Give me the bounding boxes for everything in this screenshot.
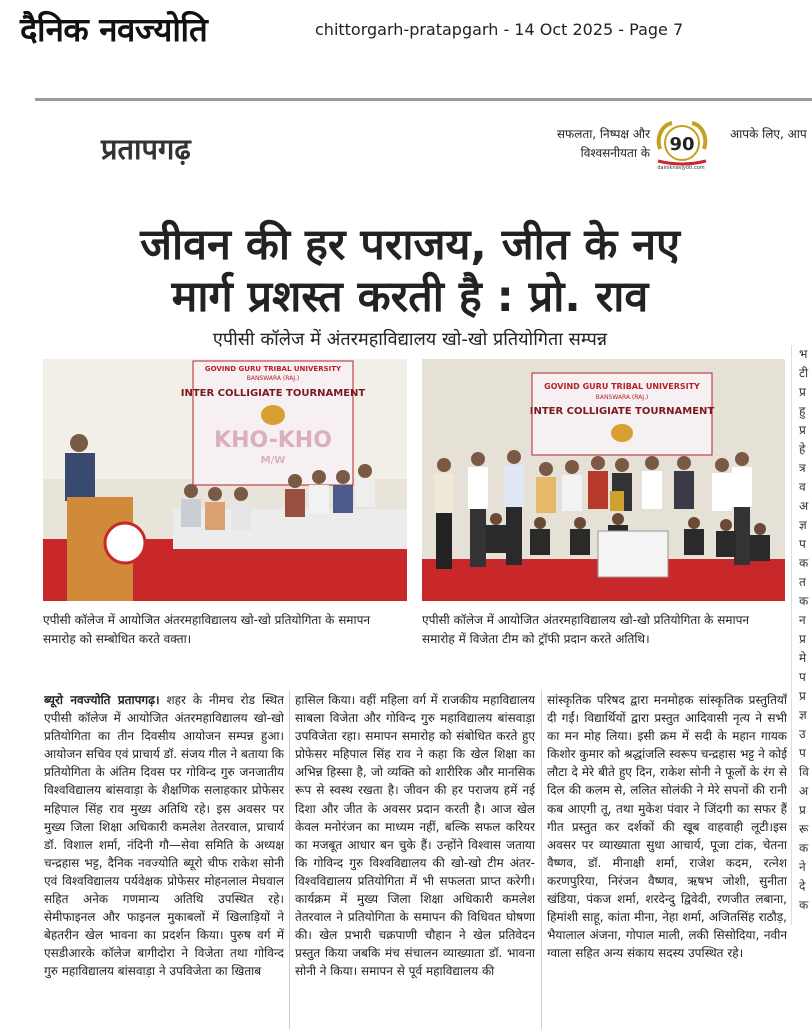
neighbor-fragment: क [799,898,809,912]
anniversary-promo [540,115,812,179]
edition-line: chittorgarh-pratapgarh - 14 Oct 2025 - Page 7 [315,20,684,39]
prize-cheque [598,531,668,577]
newspaper-logo: दैनिक नवज्योति [20,10,208,49]
event-banner [530,373,715,455]
headline-line-2: मार्ग प्रशस्त करती है : प्रो. राव [171,272,649,322]
neighbor-fragment: प्र [799,803,806,817]
banner-event: INTER COLLIGIATE TOURNAMENT [529,406,715,417]
photo-caption-1: एपीसी कॉलेज में आयोजित अंतरमहाविद्यालय खो-खो प्रतियोगिता के समापन समारोह को सम्बोधित करते वक्ता। [43,613,371,646]
badge-site-text: dainiknavjyoti.com [657,165,705,171]
photo-winning-team [422,359,785,601]
headline-line-1: जीवन की हर पराजय, जीत के नए [140,220,680,270]
neighbor-fragment: न [799,613,806,627]
column-1-text: शहर के नीमच रोड स्थित एपीसी कॉलेज में आयोजित अंतरमहाविद्यालय खो-खो प्रतियोगिता का तीन दिवसीय आयोजन सम्पन्न हुआ। आयोजन सचिव एवं प्राचार्य डॉ. संजय गील ने बताया कि प्रतियोगिता के अंतिम दिवस पर गोविन्द गुरु जनजातीय विश्वविद्यालय बांसवाड़ा के शैक्षणिक सलाहकार प्रोफेसर महिपाल सिंह राव मुख्य अतिथि रहे। इस अवसर पर मुख्य जिला शिक्षा अधिकारी कमलेश तेतरवाल, प्राचार्य डॉ. विशाल शर्मा, नंदिनी गौ—सेवा समिति के अध्यक्ष चन्द्रहास भट्ट, दैनिक नवज्योति ब्यूरो चीफ राकेश सोनी एवं विश्वविद्यालय पर्यवेक्षक प्रोफेसर मोहनलाल मेघवाल सहित अनेक गणमान्य अतिथि उपस्थित रहे। सेमीफाइनल और फाइनल मुकाबलों में खिलाड़ियों ने बेहतरीन खेल भावना का प्रदर्शन किया। पुरुष वर्ग में एसडीआरके कॉलेज बागीदोरा ने विजेता तथा गोविन्द गुरु महाविद्यालय बांसवाड़ा ने उपविजेता का खिताब [44,693,284,979]
banner-kho-kho: KHO-KHO [214,428,332,453]
masthead-bar [0,0,812,70]
anniversary-badge-icon [654,119,710,177]
neighbor-fragment: प [799,537,806,551]
section-band [35,103,812,183]
trophy-icon [610,491,624,511]
neighbor-fragment: क [799,556,809,570]
article-headline [35,219,785,323]
article-column-2: हासिल किया। वहीं महिला वर्ग में राजकीय महाविद्यालय साबला विजेता और गोविन्द गुरु महाविद्यालय बांसवाड़ा उपविजेता रहा। समापन समारोह को संबोधित करते हुए प्रोफेसर महिपाल सिंह राव ने कहा कि खेल शिक्षा का अभिन्न हिस्सा है, जो व्यक्ति को शारीरिक और मानसिक रूप से स्वस्थ रखता है। जीवन की हर पराजय हमें नई दिशा और जीत के अवसर प्रदान करती है। आज खेल केवल मनोरंजन का माध्यम नहीं, बल्कि सफल करियर का मजबूत आधार बन चुके हैं। उन्होंने विश्वास जताया कि गोविन्द गुरु विश्वविद्यालय की खो-खो टीम अंतर-विश्वविद्यालय प्रतियोगिता में भी सफलता प्राप्त करेगी। कार्यक्रम में मुख्य जिला शिक्षा अधिकारी कमलेश तेतरवाल ने प्रतियोगिता के समापन की विधिवत घोषणा की। खेल प्रभारी चक्रपाणी चौहान ने खेल प्रतिवेदन प्रस्तुत किया जबकि मंच संचालन व्याख्याता डॉ. भावना सोनी ने किया। समापन से पूर्व महाविद्यालय की [295,693,535,979]
neighbor-fragment: उ [799,727,806,741]
neighbor-fragment: मे [799,651,807,665]
article-column-1 [44,691,284,1031]
neighbor-fragment: हे [799,442,806,456]
neighbor-fragment: ज्ञ [799,518,807,532]
neighbor-fragment: वि [799,765,809,779]
newspaper-page [35,98,812,1033]
banner-city: BANSWARA (RAJ.) [595,394,649,401]
neighbor-fragment: भ [799,347,808,361]
badge-number: 90 [669,134,695,155]
column-divider [289,691,290,1029]
neighbor-fragment: रू [799,822,809,836]
banner-university: GOVIND GURU TRIBAL UNIVERSITY [544,382,700,391]
neighbor-fragment: त्र [799,461,806,475]
banner-event: INTER COLLIGIATE TOURNAMENT [180,388,366,399]
neighbor-fragment: प्र [799,385,806,399]
neighbor-fragment: क [799,594,809,608]
neighbor-fragment: हु [799,404,806,418]
photo-caption-2: एपीसी कॉलेज में आयोजित अंतरमहाविद्यालय खो-खो प्रतियोगिता के समापन समारोह में विजेता टीम को ट्रॉफी प्रदान करते अतिथि। [422,613,750,646]
neighbor-fragment: अ [799,784,809,798]
promo-line-2: विश्वसनीयता के [580,146,650,160]
neighbor-fragment: दे [799,879,806,893]
event-banner [181,361,366,485]
neighbor-fragment: क [799,841,809,855]
neighbor-fragment: प [799,746,806,760]
article-subheadline: एपीसी कॉलेज में अंतरमहाविद्यालय खो-खो प्रतियोगिता सम्पन्न [212,329,608,350]
lion-logo-icon [261,405,285,425]
neighbor-fragment: प्र [799,423,806,437]
article-column-3: सांस्कृतिक परिषद द्वारा मनमोहक सांस्कृतिक प्रस्तुतियाँ दी गईं। विद्यार्थियों द्वारा प्रस्तुत आदिवासी नृत्य ने सभी का मन मोह लिया। इसी क्रम में सदी के महान गायक किशोर कुमार को श्रद्धांजलि स्वरूप चन्द्रहास भट्ट ने कोई लौटा दे मेरे बीते हुए दिन, राकेश सोनी ने फूलों के रंग से दिल की कलम से, ललित सोलंकी ने मेरे सपनों की रानी कब आएगी तू, तथा मुकेश पंवार ने जिंदगी का सफर हैं गीत प्रस्तुत कर दर्शकों की खूब वाहवाही लूटी।इस अवसर पर व्याख्याता सुधा आचार्य, पूजा टांक, चेतना वैष्णव, डॉ. मीनाक्षी शर्मा, राजेश कदम, रत्नेश करणपुरिया, निरंजन वैष्णव, ऋषभ जोशी, सुनीता खंडिया, पंकज शर्मा, शरदेन्दु द्विवेदी, रणजीत लबाना, हिमांशी साहू, कांता मीना, नेहा शर्मा, अजितसिंह राठौड़, भैयालाल अंजना, गोपाल माली, लकी सिसोदिया, नवीन ग्वाला सहित अन्य संकाय सदस्य उपस्थित रहे। [547,693,787,961]
section-title: प्रतापगढ़ [101,132,191,166]
column-divider [541,691,542,1029]
promo-text [540,125,650,163]
neighbor-fragment: अ [799,499,809,513]
dateline: ब्यूरो नवज्योति प्रतापगढ़। [44,693,160,707]
neighbor-article-fragment [799,345,812,945]
lion-logo-icon [611,424,633,442]
photo-speaker-at-podium [43,359,407,601]
neighbor-fragment: प्र [799,689,806,703]
neighbor-fragment: ज्ञ [799,708,807,722]
neighbor-fragment: टी [799,366,809,380]
neighbor-fragment: व [799,480,806,494]
neighbor-divider [791,345,792,925]
neighbor-fragment: त [799,575,806,589]
promo-line-1: सफलता, निष्पक्ष और [556,127,650,141]
neighbor-fragment: ने [799,860,806,874]
banner-city: BANSWARA (RAJ.) [246,375,300,382]
banner-university: GOVIND GURU TRIBAL UNIVERSITY [204,365,342,373]
banner-category: M/W [260,455,286,466]
neighbor-fragment: प [799,670,806,684]
neighbor-fragment: प्र [799,632,806,646]
promo-tail-text: आपके लिए, आप [730,127,807,141]
